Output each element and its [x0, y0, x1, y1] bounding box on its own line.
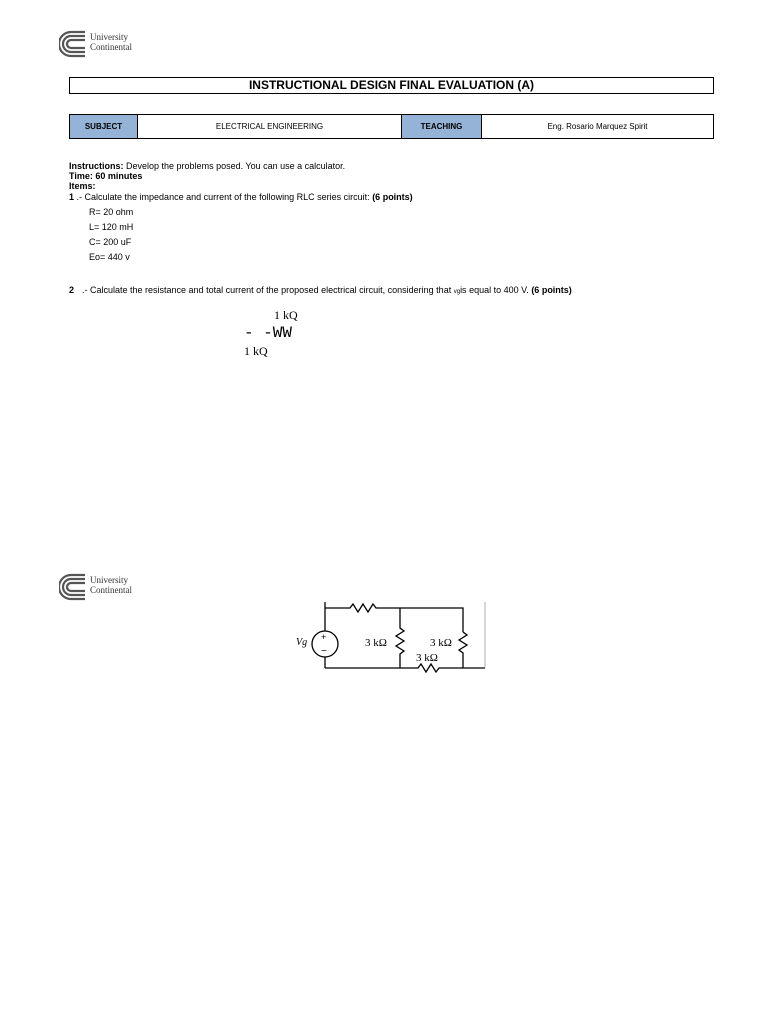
- university-logo: [59, 30, 149, 62]
- question-2-vg: vg: [453, 289, 461, 295]
- teaching-value: Eng. Rosario Marquez Spirit: [482, 115, 714, 139]
- question-1-points: (6 points): [372, 192, 413, 202]
- question-2: [82, 285, 572, 297]
- instructions-text: Develop the problems posed. You can use a calculator.: [123, 161, 346, 171]
- time-line: Time: 60 minutes: [69, 171, 143, 181]
- param-c: C= 200 uF: [89, 237, 132, 247]
- fragment-symbol: - -WW: [244, 324, 293, 342]
- subject-value: ELECTRICAL ENGINEERING: [138, 115, 402, 139]
- source-plus: +: [321, 632, 327, 642]
- bottom-resistor-label: 3 kΩ: [416, 652, 438, 664]
- right-resistor: [459, 632, 467, 668]
- page-title: INSTRUCTIONAL DESIGN FINAL EVALUATION (A): [69, 77, 714, 94]
- middle-resistor: [396, 608, 404, 668]
- right-resistor-label: 3 kΩ: [430, 637, 452, 649]
- fragment-top-label: 1 kQ: [274, 308, 298, 322]
- question-2-text-b: is equal to 400 V.: [460, 285, 529, 295]
- info-table: [69, 114, 714, 139]
- question-1-text: .- Calculate the impedance and current of the following RLC series circuit:: [74, 192, 370, 202]
- instructions-line: [69, 161, 345, 171]
- param-r: R= 20 ohm: [89, 207, 134, 217]
- university-logo-2: [59, 573, 149, 605]
- logo-mark-icon: [59, 30, 87, 58]
- question-2-number: 2: [69, 285, 75, 295]
- top-resistor: [325, 604, 463, 632]
- middle-resistor-label: 3 kΩ: [365, 637, 387, 649]
- param-l: L= 120 mH: [89, 222, 134, 232]
- param-eo: Eo= 440 v: [89, 252, 130, 262]
- circuit-diagram: [290, 598, 490, 678]
- source-minus: −: [321, 646, 327, 657]
- logo-mark-icon: [59, 573, 87, 601]
- items-label: Items:: [69, 181, 96, 191]
- question-1: [69, 192, 413, 202]
- question-2-text-a: .- Calculate the resistance and total current of the proposed electrical circuit, considering that: [82, 285, 452, 295]
- instructions-label: Instructions:: [69, 161, 124, 171]
- question-2-points: (6 points): [531, 285, 572, 295]
- logo-text: University Continental: [90, 32, 132, 52]
- bottom-resistor: [325, 664, 485, 672]
- subject-label: SUBJECT: [70, 115, 138, 139]
- source-label: Vg: [296, 637, 308, 648]
- question-1-number: 1: [69, 192, 75, 202]
- teaching-label: TEACHING: [402, 115, 482, 139]
- fragment-bottom-label: 1 kQ: [244, 344, 268, 358]
- logo-text: University Continental: [90, 575, 132, 595]
